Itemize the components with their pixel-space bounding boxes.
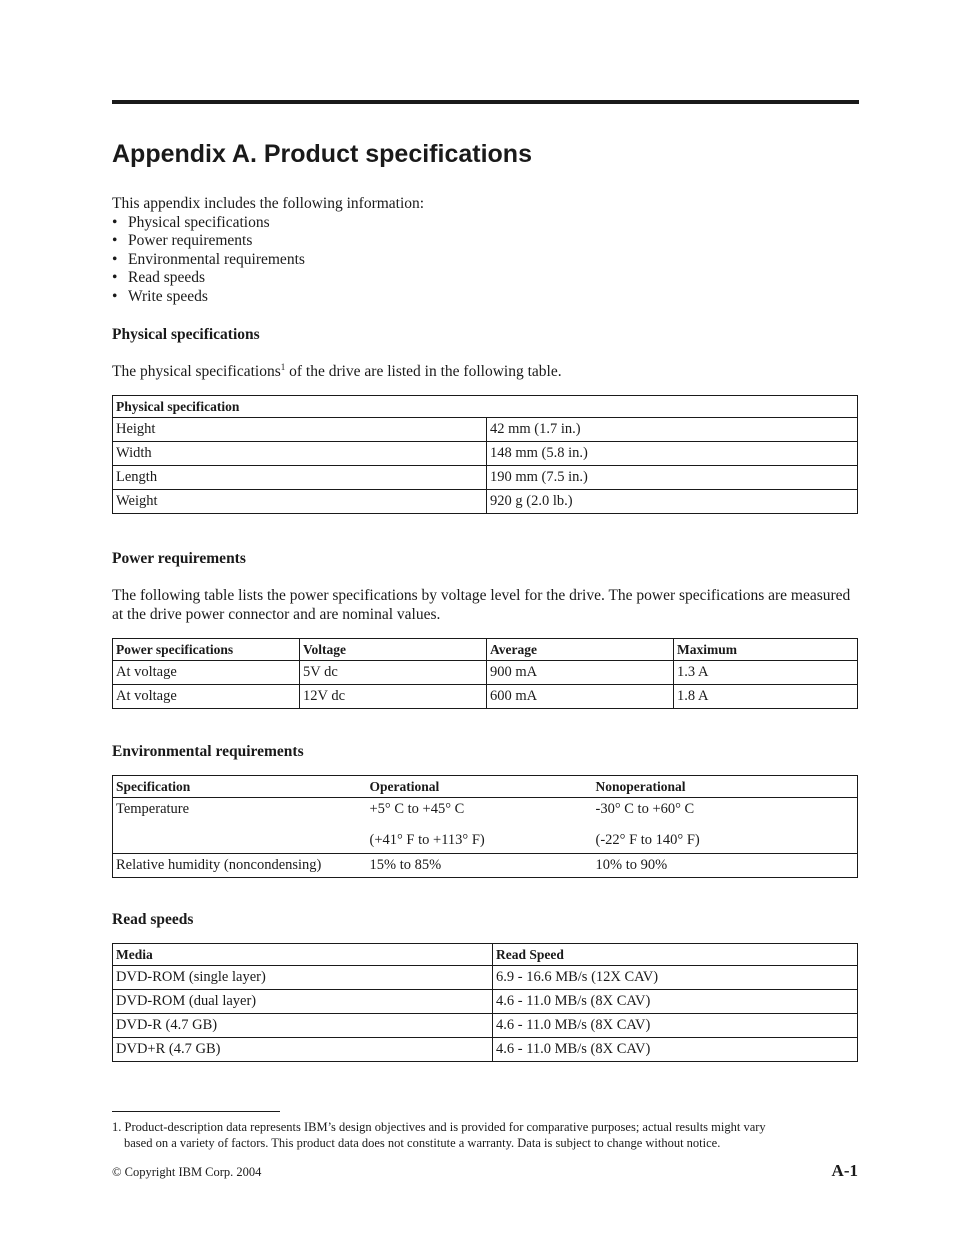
bullet-glyph: • xyxy=(112,287,118,305)
table-header-row xyxy=(113,776,858,798)
table-cell: Height xyxy=(113,418,487,442)
bullet-glyph: • xyxy=(112,250,118,268)
table-header-row xyxy=(113,396,858,418)
table-cell: 1.8 A xyxy=(674,685,858,709)
table-header-cell: Operational xyxy=(367,776,593,798)
table-header-cell: Nonoperational xyxy=(593,776,858,798)
environmental-table xyxy=(112,775,858,878)
physical-para-text: The physical specifications xyxy=(112,363,281,380)
table-cell: DVD-R (4.7 GB) xyxy=(113,1014,493,1038)
list-item-label: Physical specifications xyxy=(128,213,270,231)
footnote-divider xyxy=(112,1111,280,1112)
table-cell: DVD-ROM (dual layer) xyxy=(113,990,493,1014)
physical-para-text-end: of the drive are listed in the following table. xyxy=(285,363,562,380)
table-cell: Weight xyxy=(113,490,487,514)
list-item xyxy=(112,232,424,251)
intro-list xyxy=(112,214,424,307)
table-row xyxy=(113,1038,858,1062)
table-cell: 4.6 - 11.0 MB/s (8X CAV) xyxy=(493,990,858,1014)
table-header-cell: Specification xyxy=(113,776,367,798)
bullet-glyph: • xyxy=(112,232,118,250)
environmental-heading: Environmental requirements xyxy=(112,743,304,760)
list-item-label: Read speeds xyxy=(128,269,206,287)
table-cell: At voltage xyxy=(113,685,300,709)
table-cell: 190 mm (7.5 in.) xyxy=(487,466,858,490)
table-cell: Width xyxy=(113,442,487,466)
power-paragraph: The following table lists the power specifications by voltage level for the drive. The power specifications are measured at the drive power connector and are nominal values. xyxy=(112,587,851,623)
copyright: © Copyright IBM Corp. 2004 xyxy=(112,1165,262,1179)
list-item xyxy=(112,251,424,270)
list-item-label: Write speeds xyxy=(128,287,208,305)
table-cell: DVD+R (4.7 GB) xyxy=(113,1038,493,1062)
table-cell xyxy=(367,798,593,854)
table-cell: 600 mA xyxy=(487,685,674,709)
table-header-cell: Physical specification xyxy=(113,396,858,418)
table-cell: 4.6 - 11.0 MB/s (8X CAV) xyxy=(493,1014,858,1038)
table-row xyxy=(113,854,858,878)
table-cell: 42 mm (1.7 in.) xyxy=(487,418,858,442)
table-header-row xyxy=(113,639,858,661)
table-row xyxy=(113,490,858,514)
table-row xyxy=(113,466,858,490)
temp-nonop-fahrenheit: (-22° F to 140° F) xyxy=(595,832,700,848)
table-cell: 900 mA xyxy=(487,661,674,685)
table-cell: Relative humidity (noncondensing) xyxy=(113,854,367,878)
table-row xyxy=(113,685,858,709)
table-cell: 15% to 85% xyxy=(367,854,593,878)
table-header-cell: Average xyxy=(487,639,674,661)
table-cell xyxy=(593,798,858,854)
table-cell: 10% to 90% xyxy=(593,854,858,878)
bullet-glyph: • xyxy=(112,213,118,231)
table-row xyxy=(113,418,858,442)
table-row xyxy=(113,990,858,1014)
table-row xyxy=(113,966,858,990)
read-heading: Read speeds xyxy=(112,911,194,928)
footnote-ref[interactable]: 1 xyxy=(280,362,286,372)
table-cell: 920 g (2.0 lb.) xyxy=(487,490,858,514)
table-cell: DVD-ROM (single layer) xyxy=(113,966,493,990)
table-cell: 148 mm (5.8 in.) xyxy=(487,442,858,466)
table-header-cell: Maximum xyxy=(674,639,858,661)
temp-nonop-celsius: -30° C to +60° C xyxy=(595,801,695,817)
page-number: A-1 xyxy=(831,1161,858,1180)
physical-table xyxy=(112,395,858,514)
table-header-cell: Power specifications xyxy=(113,639,300,661)
list-item xyxy=(112,214,424,233)
list-item-label: Environmental requirements xyxy=(128,250,305,268)
temp-op-fahrenheit: (+41° F to +113° F) xyxy=(369,832,485,848)
table-cell: At voltage xyxy=(113,661,300,685)
list-item xyxy=(112,288,424,307)
table-cell: 4.6 - 11.0 MB/s (8X CAV) xyxy=(493,1038,858,1062)
list-item xyxy=(112,269,424,288)
list-item-label: Power requirements xyxy=(128,232,253,250)
table-cell: 1.3 A xyxy=(674,661,858,685)
power-heading: Power requirements xyxy=(112,550,246,567)
top-rule xyxy=(112,100,859,104)
table-row xyxy=(113,1014,858,1038)
table-header-cell: Read Speed xyxy=(493,944,858,966)
physical-paragraph xyxy=(112,362,854,381)
table-header-row xyxy=(113,944,858,966)
footnote xyxy=(112,1120,857,1151)
read-speeds-table xyxy=(112,943,858,1062)
physical-heading: Physical specifications xyxy=(112,326,260,343)
page-title: Appendix A. Product specifications xyxy=(112,140,532,168)
table-header-cell: Voltage xyxy=(300,639,487,661)
temp-op-celsius: +5° C to +45° C xyxy=(369,801,465,817)
table-cell: 5V dc xyxy=(300,661,487,685)
intro-lead: This appendix includes the following information: xyxy=(112,195,425,212)
table-cell: 6.9 - 16.6 MB/s (12X CAV) xyxy=(493,966,858,990)
power-table xyxy=(112,638,858,709)
table-cell: Length xyxy=(113,466,487,490)
table-cell: Temperature xyxy=(113,798,367,854)
footnote-line-2: based on a variety of factors. This product data does not constitute a warranty. Data is subject to change without notice. xyxy=(124,1135,721,1150)
footnote-line-1: 1. Product-description data represents IBM’s design objectives and is provided for comparative purposes; actual results might vary xyxy=(112,1120,766,1134)
bullet-glyph: • xyxy=(112,269,118,287)
intro-section xyxy=(112,195,424,307)
table-cell: 12V dc xyxy=(300,685,487,709)
table-header-cell: Media xyxy=(113,944,493,966)
table-row xyxy=(113,442,858,466)
table-row xyxy=(113,798,858,854)
table-row xyxy=(113,661,858,685)
